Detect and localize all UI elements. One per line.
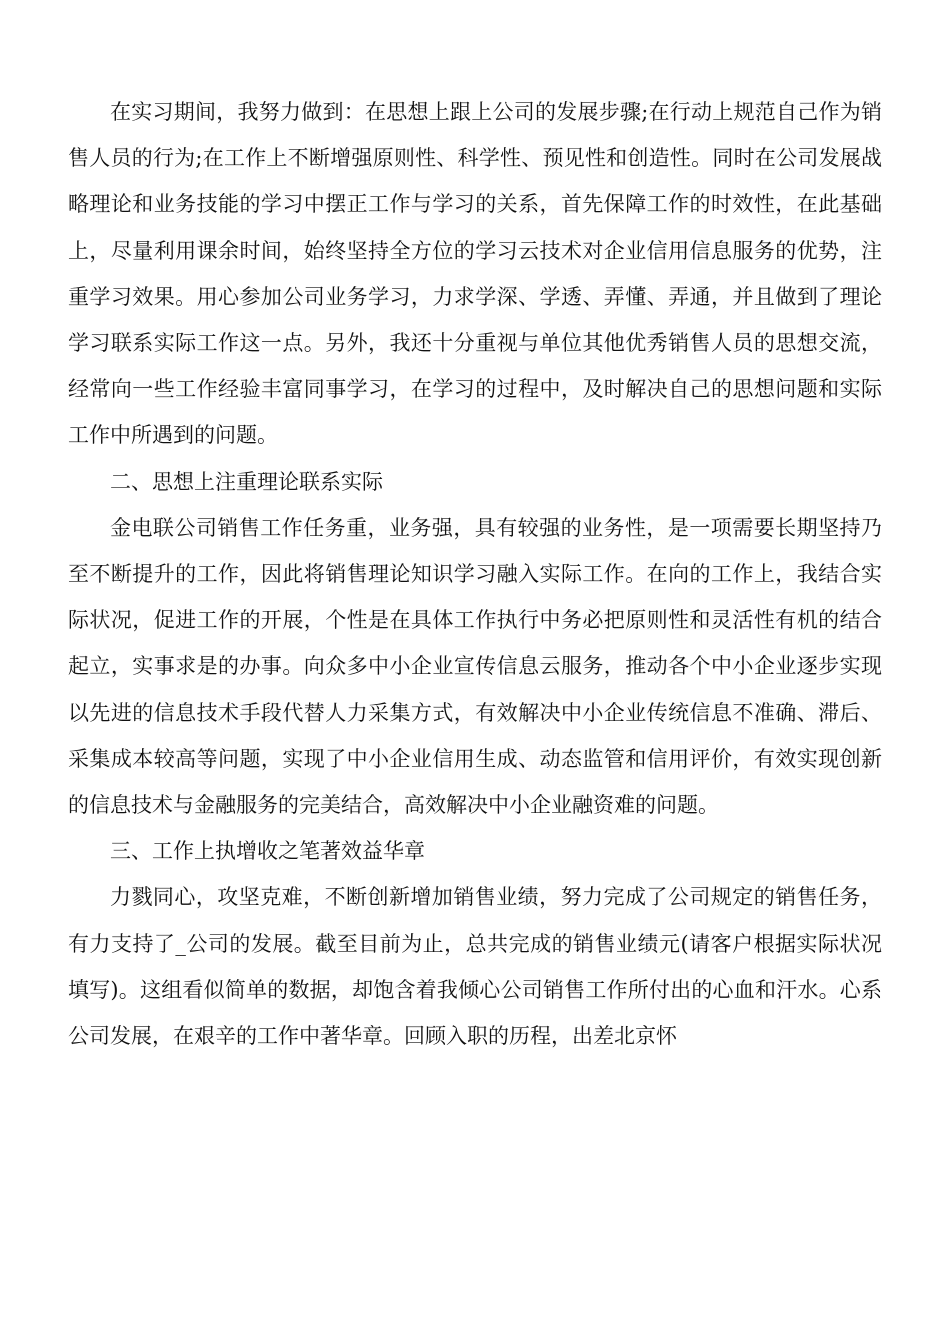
paragraph-sales-work: 金电联公司销售工作任务重，业务强，具有较强的业务性，是一项需要长期坚持乃至不断提升的工作，因此将销售理论知识学习融入实际工作。在向的工作上，我结合实际状况，促进工作的开展，个性是在具体工作执行中务必把原则性和灵活性有机的结合起立，实事求是的办事。向众多中小企业宣传信息云服务，推动各个中小企业逐步实现以先进的信息技术手段代替人力采集方式，有效解决中小企业传统信息不准确、滞后、采集成本较高等问题，实现了中小企业信用生成、动态监管和信用评价，有效实现创新的信息技术与金融服务的完美结合，高效解决中小企业融资难的问题。	[68, 515, 882, 818]
document-body	[68, 89, 882, 1059]
section-heading-revenue: 三、工作上执增收之笔著效益华章	[110, 839, 425, 864]
paragraph-sales-results: 力戮同心，攻坚克难，不断创新增加销售业绩，努力完成了公司规定的销售任务，有力支持了_公司的发展。截至目前为止，总共完成的销售业绩元(请客户根据实际状况填写)。这组看似简单的数据，却饱含着我倾心公司销售工作所付出的心血和汗水。心系公司发展，在艰辛的工作中著华章。回顾入职的历程，出差北京怀	[68, 885, 882, 1049]
section-heading-theory-practice: 二、思想上注重理论联系实际	[110, 469, 383, 494]
paragraph-internship-efforts: 在实习期间，我努力做到：在思想上跟上公司的发展步骤;在行动上规范自己作为销售人员的行为;在工作上不断增强原则性、科学性、预见性和创造性。同时在公司发展战略理论和业务技能的学习中摆正工作与学习的关系，首先保障工作的时效性，在此基础上，尽量利用课余时间，始终坚持全方位的学习云技术对企业信用信息服务的优势，注重学习效果。用心参加公司业务学习，力求学深、学透、弄懂、弄通，并且做到了理论学习联系实际工作这一点。另外，我还十分重视与单位其他优秀销售人员的思想交流，经常向一些工作经验丰富同事学习，在学习的过程中，及时解决自己的思想问题和实际工作中所遇到的问题。	[68, 100, 882, 448]
